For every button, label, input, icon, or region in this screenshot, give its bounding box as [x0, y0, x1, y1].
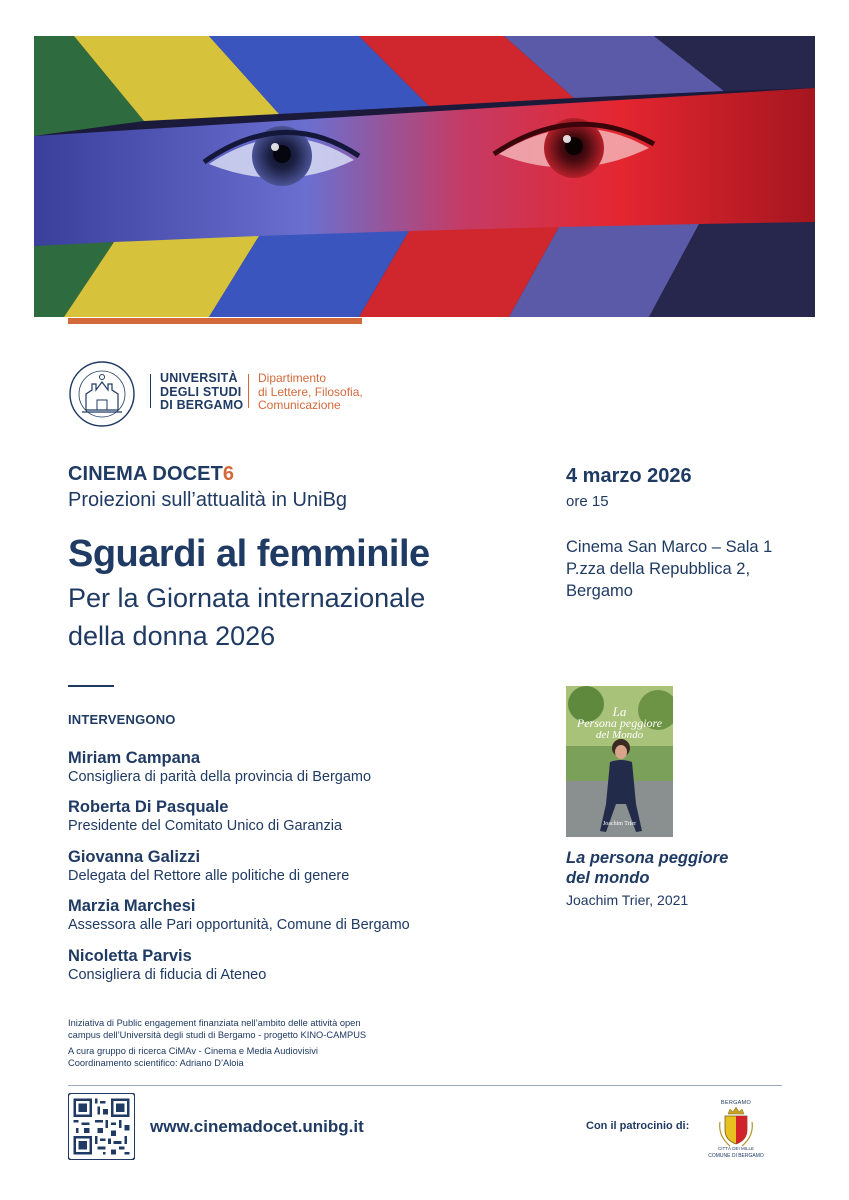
comune-crest-icon [708, 1100, 764, 1162]
section-divider [68, 685, 114, 687]
comune-motto: CITTÀ DEI MILLE [717, 1146, 754, 1151]
series-name: CINEMA DOCET [68, 463, 223, 485]
footer-divider [68, 1085, 782, 1086]
event-title: Sguardi al femminile [68, 533, 430, 575]
speaker-name: Roberta Di Pasquale [68, 798, 229, 816]
speaker-name: Marzia Marchesi [68, 897, 196, 915]
event-subtitle-line: della donna 2026 [68, 621, 276, 651]
hero-accent-bar [68, 318, 362, 324]
hero-image [34, 36, 815, 317]
venue-line: Bergamo [566, 582, 633, 600]
series-subtitle: Proiezioni sull’attualità in UniBg [68, 489, 348, 511]
department-name-line: Dipartimento [258, 371, 327, 385]
speaker-item [68, 896, 410, 935]
event-subtitle-line: Per la Giornata internazionale [68, 583, 426, 613]
credit-line: campus dell’Università degli studi di Bergamo - progetto KINO-CAMPUS [68, 1030, 367, 1040]
credit-line: Coordinamento scientifico: Adriano D’Aloia [68, 1058, 244, 1068]
patronage-label: Con il patrocinio di: [586, 1120, 690, 1132]
logo-divider [150, 374, 151, 408]
comune-top-label: BERGAMO [720, 1100, 752, 1106]
qr-code-icon[interactable] [68, 1093, 135, 1160]
department-divider [248, 374, 249, 408]
poster-title-line: del Mondo [595, 729, 644, 741]
poster-title-line: La [612, 704, 627, 719]
speaker-item [68, 748, 371, 787]
event-date: 4 marzo 2026 [566, 465, 692, 487]
university-name-line: DEGLI STUDI [160, 384, 242, 399]
series-edition: 6 [222, 463, 235, 485]
credit-line: A cura gruppo di ricerca CiMAv - Cinema e Media Audiovisivi [68, 1046, 318, 1056]
hero-eyes-illustration [34, 36, 815, 317]
credit-line: Iniziativa di Public engagement finanziata nell’ambito delle attività open [68, 1018, 361, 1028]
department-name-line: di Lettere, Filosofia, [258, 384, 363, 399]
event-time: ore 15 [566, 493, 609, 510]
film-title-line: La persona peggiore [566, 849, 729, 867]
university-name-line: DI BERGAMO [160, 398, 244, 412]
poster-title-line: Persona peggiore [576, 716, 663, 730]
department-name [258, 372, 363, 413]
university-name [160, 372, 243, 413]
speaker-role: Delegata del Rettore alle politiche di genere [68, 868, 350, 884]
speaker-item [68, 946, 266, 985]
university-seal-icon [68, 360, 136, 428]
venue-line: P.zza della Repubblica 2, [566, 560, 751, 578]
speakers-heading: INTERVENGONO [68, 712, 176, 727]
speaker-name: Nicoletta Parvis [68, 947, 192, 965]
speaker-name: Giovanna Galizzi [68, 848, 201, 866]
poster-director: Joachim Trier [602, 821, 637, 827]
website-link[interactable]: www.cinemadocet.unibg.it [150, 1117, 364, 1136]
speaker-role: Consigliera di parità della provincia di Bergamo [68, 769, 372, 785]
department-name-line: Comunicazione [258, 398, 341, 412]
film-credit: Joachim Trier, 2021 [566, 892, 689, 908]
film-title-line: del mondo [566, 869, 650, 887]
film-poster [566, 686, 673, 837]
speaker-role: Assessora alle Pari opportunità, Comune di Bergamo [68, 917, 410, 933]
comune-name: COMUNE DI BERGAMO [708, 1153, 764, 1159]
series-title [68, 463, 234, 486]
speaker-item [68, 847, 349, 886]
university-name-line: UNIVERSITÀ [160, 371, 238, 385]
speaker-name: Miriam Campana [68, 749, 201, 767]
venue-line: Cinema San Marco – Sala 1 [566, 538, 773, 556]
speaker-role: Presidente del Comitato Unico di Garanzia [68, 818, 343, 834]
speaker-item [68, 797, 342, 836]
speaker-role: Consigliera di fiducia di Ateneo [68, 967, 267, 983]
